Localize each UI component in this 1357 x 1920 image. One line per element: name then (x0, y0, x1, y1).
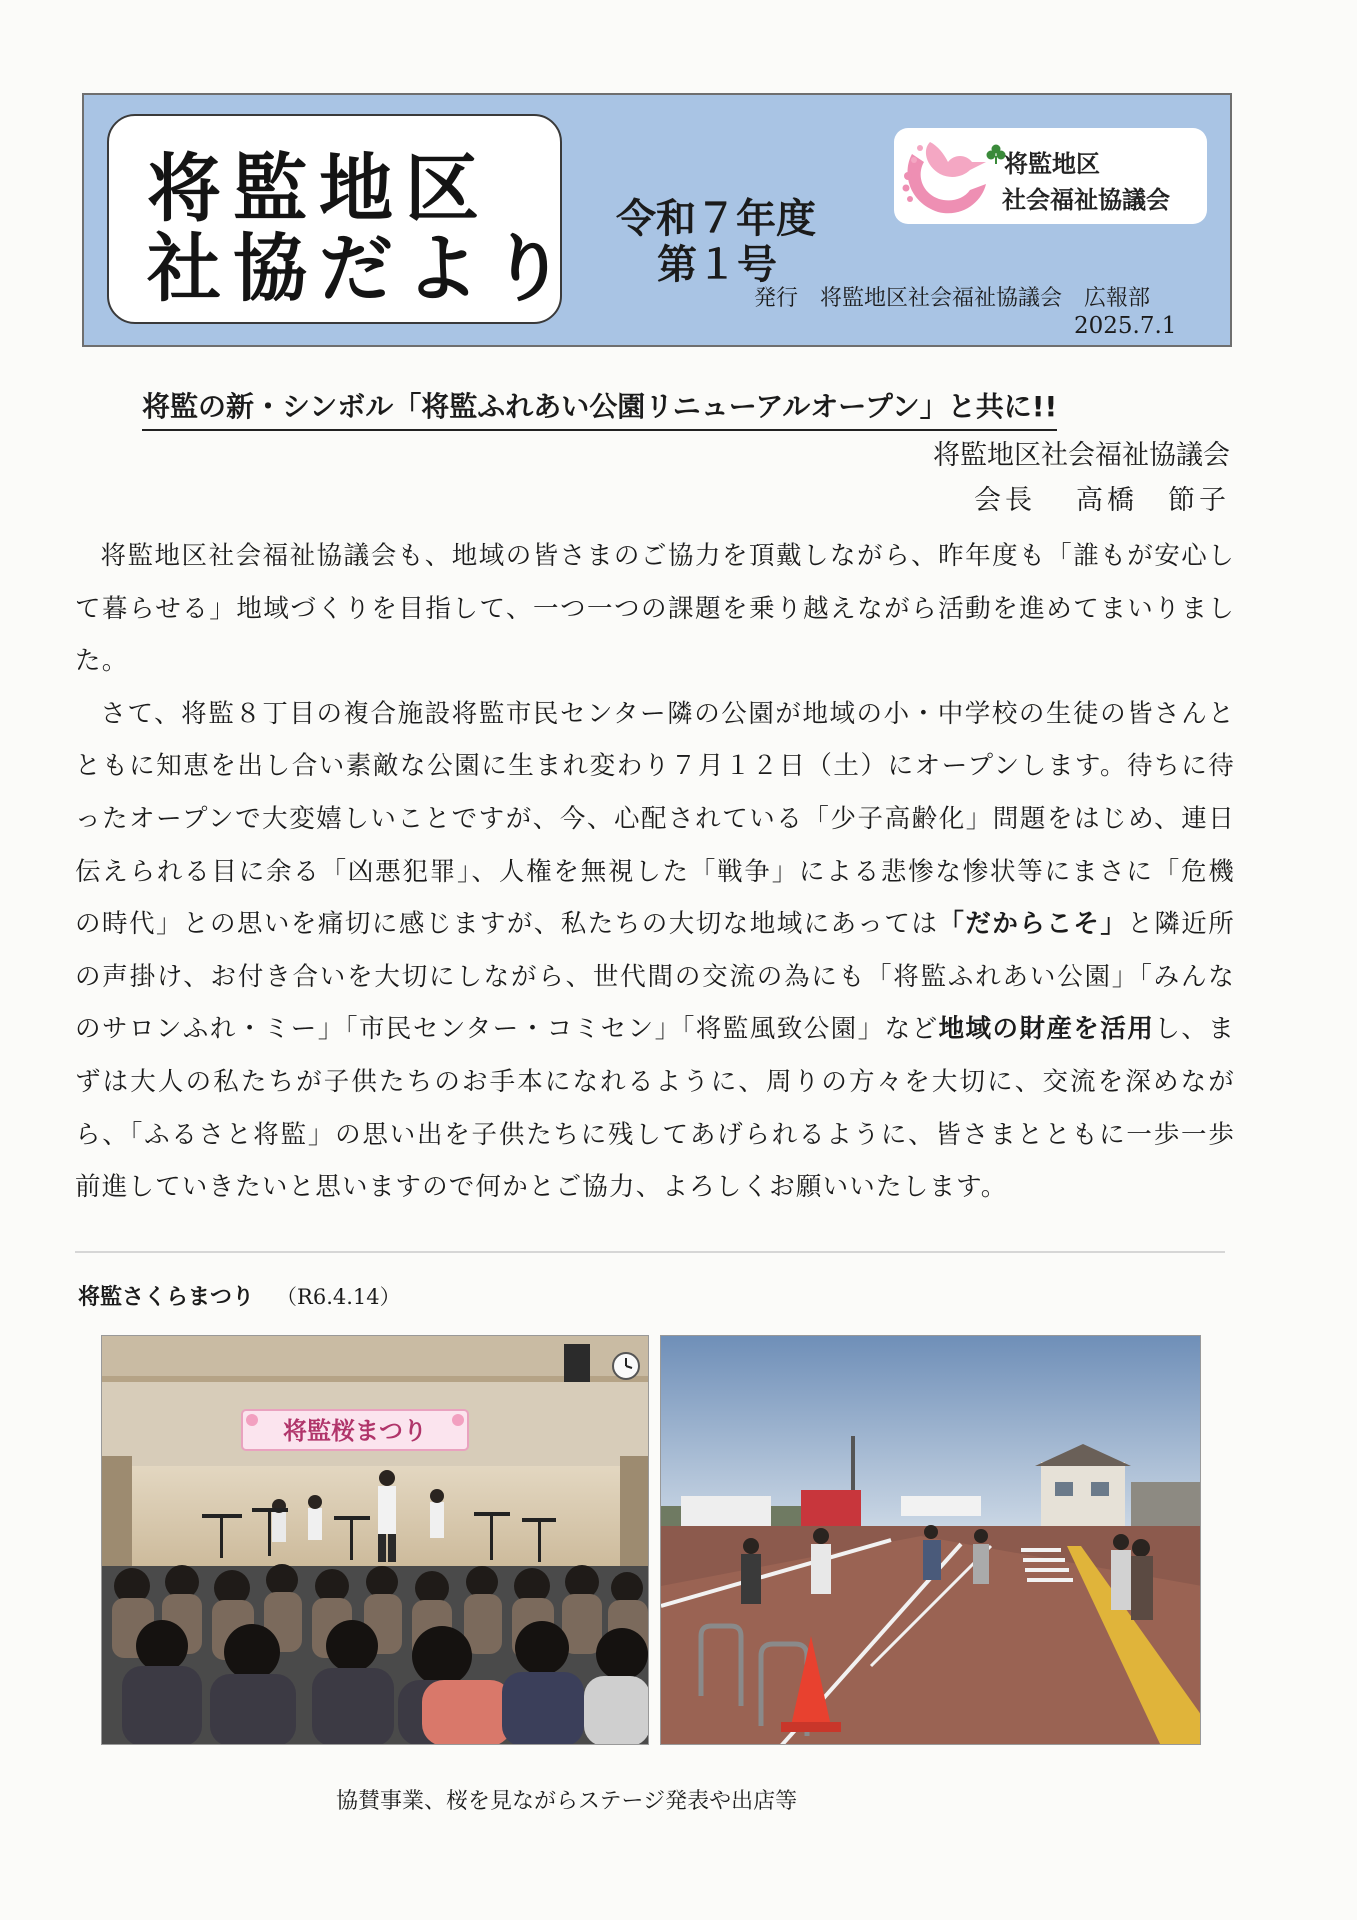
masthead-title-box (107, 114, 577, 324)
author-given-name: 節子 (1168, 485, 1230, 516)
stalls-photo-illustration (661, 1336, 1201, 1745)
photo-caption: 協賛事業、桜を見ながらステージ発表や出店等 (336, 1789, 798, 1814)
stage-photo-illustration (102, 1336, 649, 1745)
event-title: 将監さくらまつり (78, 1285, 255, 1310)
issue-number: 第１号 (657, 242, 777, 288)
banner-text: 将監桜まつり (283, 1417, 427, 1445)
author-byline (974, 478, 1230, 517)
author-title: 会長 (974, 485, 1036, 516)
section-divider (75, 1251, 1225, 1253)
paragraph-2-part-b: と隣近所の声掛け、お付き合いを大切にしながら、世代間の交流の為にも「将監ふれあい公園」「みんなのサロンふれ・ミー」「市民センター・コミセン」「将監風致公園」など (75, 909, 1235, 1045)
emphasis-community-assets: 地域の財産を活用 (938, 1014, 1155, 1045)
issue-year: 令和７年度 (616, 196, 816, 242)
author-organization: 将監地区社会福祉協議会 (933, 440, 1230, 471)
clover-icon (986, 144, 1006, 164)
emphasis-dakarakoso: 「だからこそ」 (938, 909, 1128, 940)
logo-text-line2: 社会福祉協議会 (1002, 186, 1170, 214)
paragraph-2-part-a: さて、将監８丁目の複合施設将監市民センター隣の公園が地域の小・中学校の生徒の皆さんとともに知恵を出し合い素敵な公園に生まれ変わり７月１２日（土）にオープンします。待ちに待ったオープンで大変嬉しいことですが、今、心配されている「少子高齢化」問題をはじめ、連日伝えられる目に余る「凶悪犯罪」、人権を無視した「戦争」による悲惨な惨状等にまさに「危機の時代」との思いを痛切に感じますが、私たちの大切な地域にあっては (75, 698, 1235, 940)
masthead-header (82, 93, 1232, 347)
photo-outdoor-stalls (660, 1335, 1201, 1745)
bird-hands-logo-icon (900, 132, 1000, 220)
article-headline: 将監の新・シンボル「将監ふれあい公園リニューアルオープン」と共に!! (142, 385, 1057, 431)
event-section-title (78, 1280, 401, 1311)
masthead-title-line2: 社協だより (147, 226, 577, 312)
article-body (75, 530, 1235, 1214)
publisher-line: 発行 将監地区社会福祉協議会 広報部 (754, 286, 1151, 311)
photo-stage-performance (101, 1335, 649, 1745)
masthead-title-line1: 将監地区 (147, 146, 491, 232)
article-paragraph-1: 将監地区社会福祉協議会も、地域の皆さまのご協力を頂戴しながら、昨年度も「誰もが安心して暮らせる」地域づくりを目指して、一つ一つの課題を乗り越えながら活動を進めてまいりました。 (75, 541, 1235, 677)
council-logo (894, 128, 1207, 224)
author-surname: 高橋 (1076, 485, 1138, 516)
publication-date: 2025.7.1 (1074, 313, 1177, 339)
paragraph-2-part-c: し、まずは大人の私たちが子供たちのお手本になれるように、周りの方々を大切に、交流を深めながら、「ふるさと将監」の思い出を子供たちに残してあげられるように、皆さまとともに一歩一歩前進していきたいと思いますので何かとご協力、よろしくお願いいたします。 (75, 1014, 1235, 1203)
event-date: （R6.4.14） (276, 1285, 401, 1309)
article-paragraph-2 (75, 688, 1235, 1214)
logo-text-line1: 将監地区 (1004, 150, 1100, 178)
